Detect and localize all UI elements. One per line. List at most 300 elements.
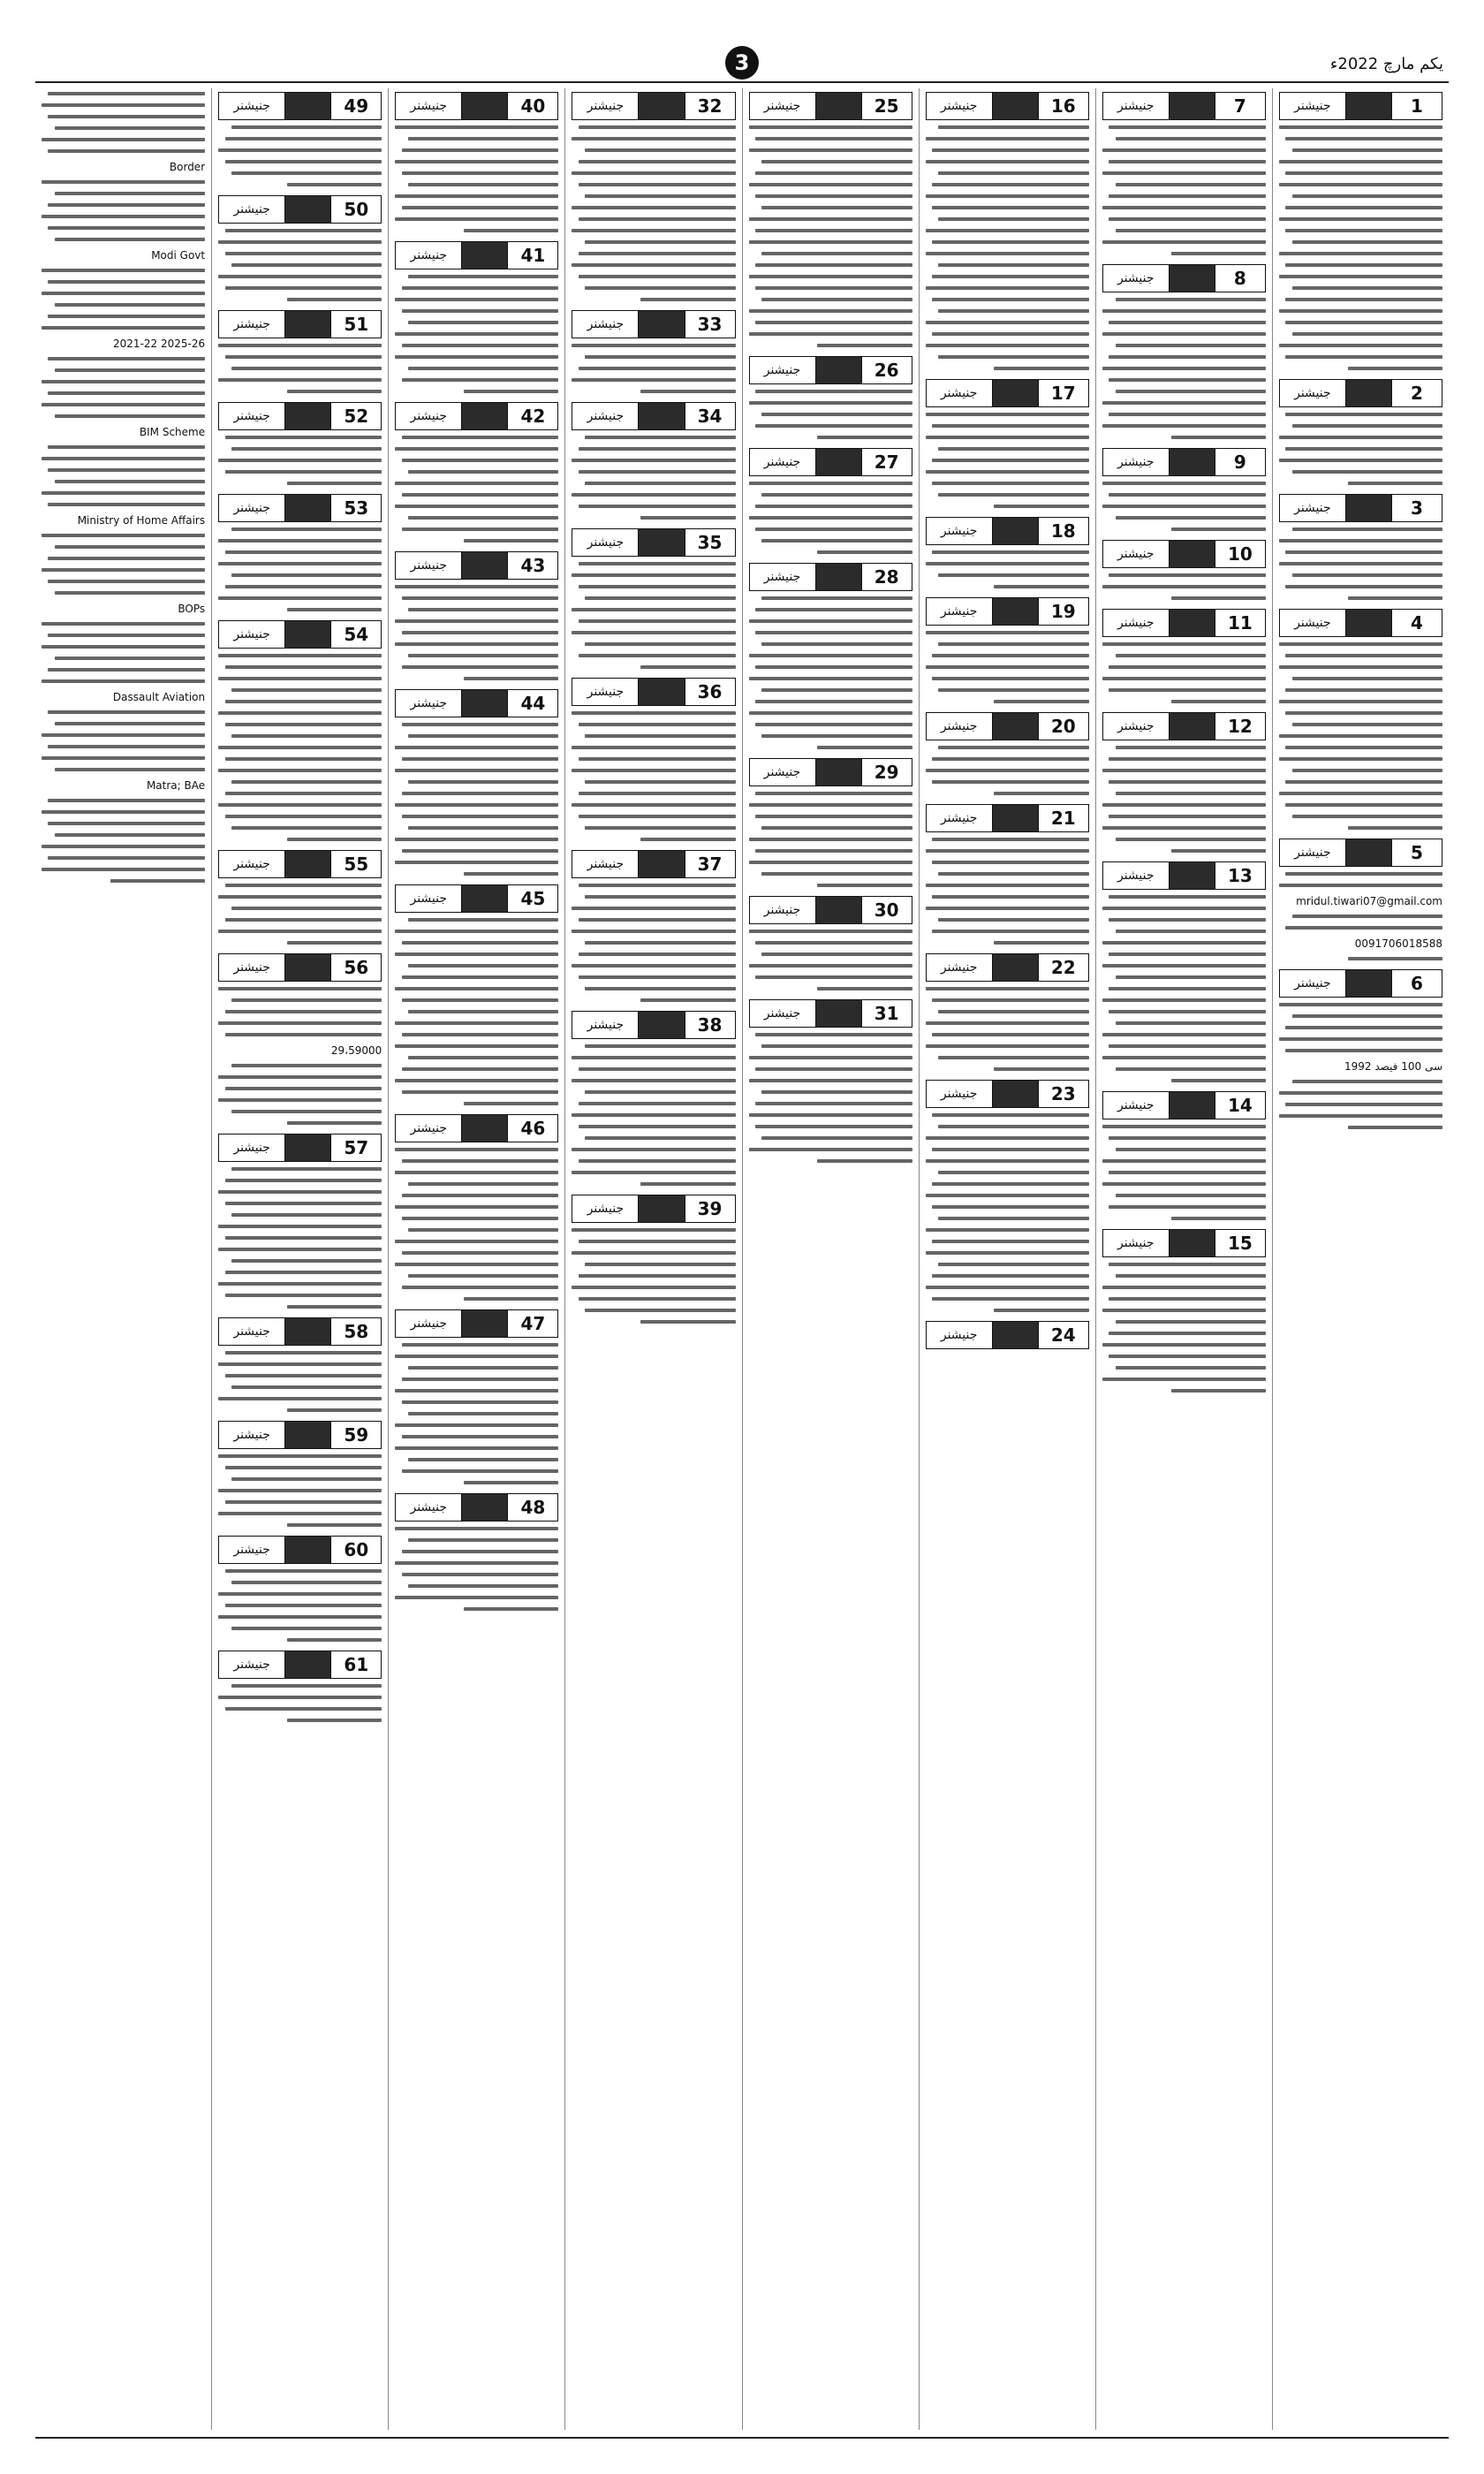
text-line (761, 734, 912, 738)
text-line (1102, 332, 1266, 336)
text-line (42, 868, 205, 871)
heading-bar (285, 1422, 330, 1448)
text-line (1348, 482, 1442, 485)
text-line (1292, 332, 1442, 336)
text-line (938, 1263, 1088, 1266)
column-1 (1272, 88, 1449, 2430)
text-line (48, 357, 205, 360)
heading-bar (285, 403, 330, 429)
text-line (231, 125, 382, 129)
item-heading (218, 1134, 382, 1162)
heading-bar (285, 1318, 330, 1345)
text-line (1109, 1263, 1266, 1266)
text-line (579, 654, 736, 657)
item-label: جنیشنر (750, 93, 816, 119)
text-line (1285, 585, 1442, 588)
text-line (48, 557, 205, 560)
text-line (1279, 734, 1442, 738)
text-line (1109, 688, 1266, 692)
text-line (402, 1435, 559, 1438)
item-heading (1102, 861, 1266, 890)
text-line (231, 1627, 382, 1630)
text-line (225, 1569, 382, 1573)
text-line (585, 240, 735, 244)
text-line (218, 1397, 382, 1400)
text-line (1102, 148, 1266, 152)
news-item (218, 92, 382, 186)
item-heading (395, 884, 558, 913)
item-heading (218, 1317, 382, 1346)
text-line (579, 918, 736, 922)
item-label: جنیشنر (927, 598, 993, 625)
text-line (408, 1412, 558, 1415)
item-heading (1102, 540, 1266, 568)
inline-latin-text: BOPs (178, 603, 206, 615)
item-label: جنیشنر (219, 954, 285, 981)
text-line (402, 1033, 559, 1036)
text-line (42, 180, 205, 184)
heading-bar (1346, 610, 1391, 636)
text-line (572, 1056, 735, 1059)
text-line (42, 679, 205, 683)
text-line (48, 799, 205, 802)
item-body (218, 125, 382, 186)
text-line (218, 344, 382, 347)
text-line (395, 642, 558, 646)
text-line (1109, 895, 1266, 899)
text-line (1285, 263, 1442, 267)
text-line (994, 1067, 1088, 1071)
news-item (1102, 609, 1266, 703)
text-line (1348, 957, 1442, 960)
item-label: جنیشنر (219, 311, 285, 338)
item-number: 40 (507, 93, 557, 119)
text-line (1348, 596, 1442, 600)
text-line (1348, 367, 1442, 370)
item-label: جنیشنر (219, 1422, 285, 1448)
text-line (231, 734, 382, 738)
text-line (572, 493, 735, 497)
text-line (402, 493, 559, 497)
text-line (579, 619, 736, 623)
text-line (755, 505, 912, 508)
item-heading (572, 402, 735, 430)
text-line (932, 930, 1089, 933)
text-line (761, 1044, 912, 1048)
item-number: 20 (1038, 713, 1088, 740)
text-line (218, 1615, 382, 1619)
text-line (42, 756, 205, 760)
text-line (932, 1205, 1089, 1209)
text-line (932, 1297, 1089, 1301)
text-line (287, 1408, 382, 1412)
text-line (926, 344, 1089, 347)
item-heading (926, 517, 1089, 545)
text-line (1102, 1286, 1266, 1289)
text-line (755, 665, 912, 669)
text-line (1102, 171, 1266, 175)
text-line (1171, 1389, 1266, 1393)
text-line (402, 792, 559, 795)
item-body (926, 746, 1089, 795)
text-line (402, 527, 559, 531)
text-line (579, 723, 736, 726)
heading-bar (639, 403, 684, 429)
heading-bar (285, 1537, 330, 1563)
inline-latin-text: 0091706018588 (1354, 937, 1442, 950)
text-line (579, 367, 736, 370)
text-line (408, 1228, 558, 1232)
item-label: جنیشنر (572, 403, 639, 429)
text-line (585, 734, 735, 738)
text-line (817, 1159, 912, 1163)
text-line (1109, 1044, 1266, 1048)
text-line (48, 149, 205, 153)
text-line (572, 1228, 735, 1232)
text-line (572, 229, 735, 232)
text-line (395, 194, 558, 198)
news-item (749, 758, 912, 887)
item-label: جنیشنر (1103, 713, 1170, 740)
news-item (218, 1651, 382, 1722)
text-line (225, 918, 382, 922)
item-body (749, 930, 912, 990)
item-label: جنیشنر (927, 93, 993, 119)
text-line (749, 964, 912, 968)
text-line (55, 414, 205, 418)
heading-bar (1346, 839, 1391, 866)
text-line (231, 1385, 382, 1389)
text-line (395, 1079, 558, 1082)
item-heading (218, 92, 382, 120)
text-line (55, 303, 205, 307)
news-item (572, 678, 735, 841)
item-number: 58 (330, 1318, 381, 1345)
item-number: 46 (507, 1115, 557, 1142)
text-line (572, 930, 735, 933)
text-line (579, 217, 736, 221)
text-line (218, 148, 382, 152)
item-number: 44 (507, 690, 557, 717)
text-line (938, 217, 1088, 221)
item-heading (395, 551, 558, 580)
text-line (1279, 562, 1442, 565)
item-body (395, 275, 558, 393)
heading-bar (285, 495, 330, 521)
news-item (572, 850, 735, 1002)
text-line (42, 645, 205, 649)
text-line (287, 1305, 382, 1309)
text-line (932, 654, 1089, 657)
item-label: جنیشنر (219, 1537, 285, 1563)
text-line (932, 998, 1089, 1002)
text-line (1102, 1343, 1266, 1347)
text-line (464, 539, 558, 543)
text-line (395, 746, 558, 749)
text-line (218, 1225, 382, 1228)
text-line (231, 527, 382, 531)
item-number: 14 (1215, 1092, 1265, 1119)
text-line (1171, 527, 1266, 531)
item-heading (395, 241, 558, 269)
item-label: جنیشنر (572, 93, 639, 119)
text-line (395, 505, 558, 508)
text-line (926, 665, 1089, 669)
text-line (761, 493, 912, 497)
item-body (749, 390, 912, 439)
text-line (225, 355, 382, 359)
item-heading (395, 402, 558, 430)
text-line (932, 838, 1089, 841)
text-line (749, 148, 912, 152)
text-line (48, 280, 205, 284)
item-heading (395, 92, 558, 120)
text-line (926, 1194, 1089, 1197)
news-item (926, 1080, 1089, 1312)
item-number: 32 (685, 93, 735, 119)
item-body (926, 838, 1089, 945)
text-line (585, 642, 735, 646)
text-line (938, 355, 1088, 359)
text-line (225, 665, 382, 669)
text-line (395, 217, 558, 221)
text-line (1279, 160, 1442, 163)
item-number: 49 (330, 93, 381, 119)
text-line (755, 631, 912, 634)
text-line (1116, 654, 1266, 657)
text-line (231, 1110, 382, 1113)
item-heading (218, 310, 382, 338)
text-line (395, 585, 558, 588)
item-label: جنیشنر (927, 1322, 993, 1348)
text-line (48, 710, 205, 714)
text-line (749, 1113, 912, 1117)
text-line (218, 1592, 382, 1596)
item-body (1279, 413, 1442, 485)
text-line (1285, 229, 1442, 232)
text-line (932, 861, 1089, 864)
text-line (408, 734, 558, 738)
item-label: جنیشنر (396, 403, 462, 429)
text-line (402, 631, 559, 634)
text-line (1171, 436, 1266, 439)
text-line (938, 447, 1088, 451)
text-line (755, 424, 912, 428)
item-body (218, 1684, 382, 1722)
item-number: 60 (330, 1537, 381, 1563)
text-line (749, 309, 912, 313)
text-line (287, 1523, 382, 1527)
text-line (932, 240, 1089, 244)
text-line (572, 907, 735, 910)
text-line (572, 711, 735, 715)
item-body (1102, 482, 1266, 531)
item-body (926, 550, 1089, 588)
text-line (218, 746, 382, 749)
text-line (932, 1113, 1089, 1117)
text-line (749, 183, 912, 186)
item-body (218, 436, 382, 485)
item-number: 50 (330, 196, 381, 223)
text-line (408, 608, 558, 611)
text-line (402, 998, 559, 1002)
text-line (55, 768, 205, 771)
text-line (585, 148, 735, 152)
item-number: 18 (1038, 518, 1088, 544)
heading-bar (816, 357, 861, 383)
text-line (464, 872, 558, 876)
text-line (572, 769, 735, 772)
text-line (395, 930, 558, 933)
text-line (755, 700, 912, 703)
text-line (1279, 539, 1442, 543)
item-number: 53 (330, 495, 381, 521)
item-number: 54 (330, 621, 381, 648)
text-line (755, 1067, 912, 1071)
text-line (755, 194, 912, 198)
heading-bar (1170, 862, 1215, 889)
text-line (395, 803, 558, 807)
item-number: 15 (1215, 1230, 1265, 1256)
item-body (395, 1343, 558, 1484)
item-number: 13 (1215, 862, 1265, 889)
heading-bar (462, 1115, 507, 1142)
inline-latin-text: Dassault Aviation (112, 691, 206, 703)
item-number: 29 (861, 759, 912, 785)
text-line (938, 493, 1088, 497)
news-item (1102, 540, 1266, 600)
text-line (218, 596, 382, 600)
text-line (994, 700, 1088, 703)
text-line (48, 856, 205, 860)
item-body (218, 344, 382, 393)
item-label: جنیشنر (1103, 265, 1170, 292)
text-line (1109, 413, 1266, 416)
item-label: جنیشنر (1103, 541, 1170, 567)
text-line (1285, 298, 1442, 301)
text-line (761, 1136, 912, 1140)
inline-latin-text: Matra; BAe (146, 779, 206, 792)
item-heading (218, 402, 382, 430)
text-line (225, 436, 382, 439)
news-item (1279, 92, 1442, 370)
text-line (1285, 803, 1442, 807)
text-line (218, 654, 382, 657)
heading-bar (639, 1195, 684, 1222)
heading-bar (1346, 970, 1391, 997)
text-line (572, 803, 735, 807)
text-line (55, 192, 205, 195)
text-line (932, 298, 1089, 301)
text-line (42, 269, 205, 272)
text-line (585, 1136, 735, 1140)
item-heading (218, 620, 382, 649)
text-line (42, 457, 205, 460)
text-line (932, 677, 1089, 680)
text-line (395, 952, 558, 956)
text-line (1279, 436, 1442, 439)
text-line (395, 1596, 558, 1599)
item-heading (926, 712, 1089, 740)
item-number: 52 (330, 403, 381, 429)
text-line (749, 803, 912, 807)
text-line (287, 482, 382, 485)
text-line (1116, 298, 1266, 301)
item-body (572, 711, 735, 841)
item-body (395, 918, 558, 1105)
text-line (572, 263, 735, 267)
text-line (464, 390, 558, 393)
text-line (938, 1171, 1088, 1174)
heading-bar (462, 1494, 507, 1521)
text-line (1102, 1033, 1266, 1036)
text-line (1102, 642, 1266, 646)
text-line (761, 872, 912, 876)
text-line (408, 1056, 558, 1059)
text-line (225, 1033, 382, 1036)
item-body (749, 792, 912, 887)
text-line (572, 1171, 735, 1174)
heading-bar (993, 954, 1038, 981)
item-body (1279, 1003, 1442, 1129)
item-body (1279, 642, 1442, 830)
text-line (395, 298, 558, 301)
text-line (402, 148, 559, 152)
news-item (218, 402, 382, 485)
news-item (218, 310, 382, 393)
text-line (402, 815, 559, 818)
item-body (1102, 895, 1266, 1082)
text-line (42, 326, 205, 330)
text-line (42, 103, 205, 107)
news-item (1102, 712, 1266, 853)
text-line (572, 1251, 735, 1255)
item-body (395, 723, 558, 876)
news-item (1102, 92, 1266, 255)
text-line (402, 723, 559, 726)
item-body (395, 1148, 558, 1301)
text-line (1116, 1021, 1266, 1025)
text-line (42, 215, 205, 218)
text-line (938, 1217, 1088, 1220)
text-line (225, 252, 382, 255)
text-line (1279, 884, 1442, 887)
text-line (1279, 1114, 1442, 1118)
text-line (1102, 964, 1266, 968)
text-line (1292, 1080, 1442, 1083)
item-label: جنیشنر (396, 1115, 462, 1142)
text-line (1279, 217, 1442, 221)
text-line (926, 562, 1089, 565)
text-line (218, 769, 382, 772)
item-label: جنیشنر (1280, 839, 1346, 866)
item-heading (218, 494, 382, 522)
item-label: جنیشنر (572, 851, 639, 877)
item-heading (1102, 609, 1266, 637)
text-line (225, 1604, 382, 1607)
text-line (755, 792, 912, 795)
item-heading (749, 563, 912, 591)
heading-bar (1346, 93, 1391, 119)
text-line (585, 596, 735, 600)
text-line (231, 367, 382, 370)
item-label: جنیشنر (572, 1195, 639, 1222)
text-line (579, 275, 736, 278)
news-item (1102, 861, 1266, 1082)
text-line (1292, 677, 1442, 680)
text-line (749, 516, 912, 520)
item-heading (1102, 712, 1266, 740)
